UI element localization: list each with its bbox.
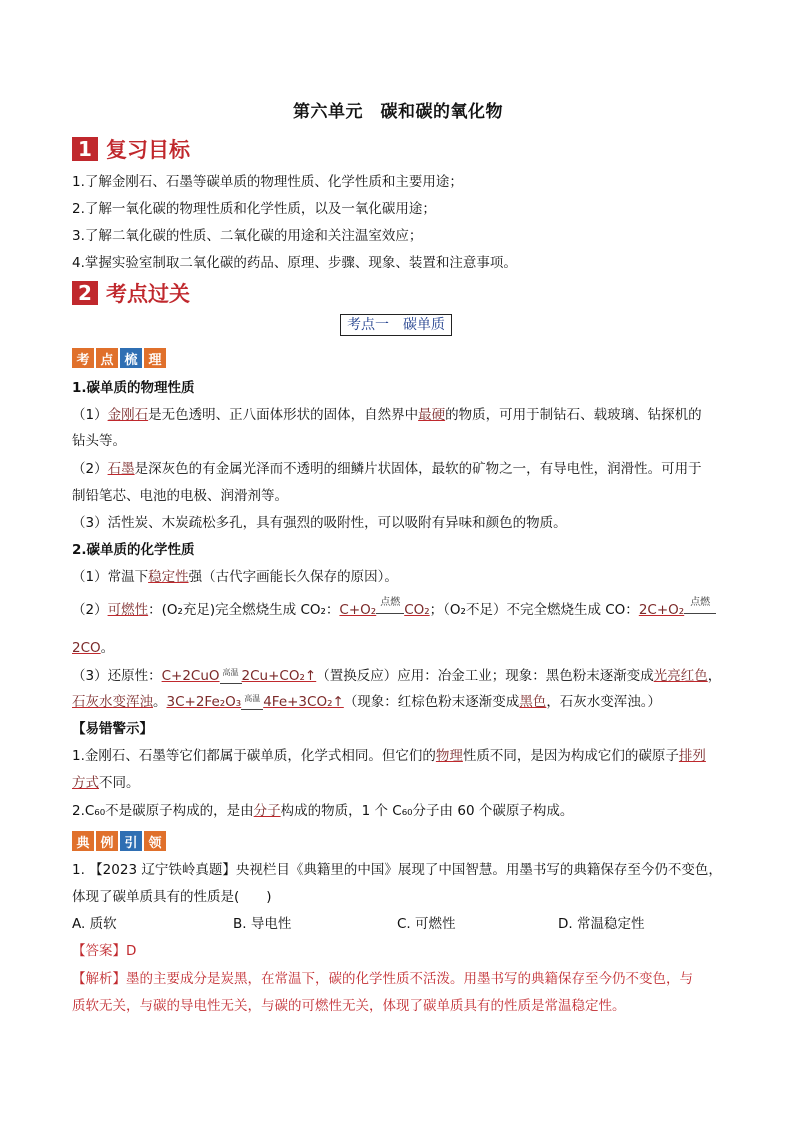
blank-answer: 方式 [72, 775, 99, 791]
equation-reactant: 3C+2Fe₂O₃ [166, 694, 242, 710]
option-c: C. 可燃性 [397, 916, 456, 932]
blank-answer: 排列 [678, 748, 706, 764]
text: （现象：红棕色粉末逐渐变成 [343, 694, 520, 710]
reaction-condition: 点燃 [684, 593, 716, 614]
reaction-condition: 点燃 [376, 593, 404, 614]
text: 强（古代字画能长久保存的原因）。 [188, 569, 398, 585]
text: ， [707, 668, 722, 684]
tag-char: 梳 [120, 348, 142, 368]
chemical-line-2b [72, 638, 724, 658]
text: 。 [100, 640, 115, 656]
objective-3: 3.了解二氧化碳的性质、二氧化碳的用途和关注温室效应； [72, 228, 423, 244]
text: （1） [72, 407, 108, 423]
text: 不同。 [99, 775, 140, 791]
physical-line-1b: 钻头等。 [72, 433, 126, 449]
warning-line-2 [72, 801, 724, 821]
equation-product: CO₂ [404, 602, 430, 618]
chemical-line-3 [72, 666, 724, 689]
blank-answer: 黑色 [519, 694, 547, 710]
tag-key-points [72, 348, 166, 368]
question-line-1: 1. 【2023 辽宁铁岭真题】央视栏目《典籍里的中国》展现了中国智慧。用墨书写的典籍保存至今仍不变色， [72, 862, 722, 878]
section-header-key-points [72, 280, 190, 306]
text: ，石灰水变浑浊。） [546, 694, 662, 710]
physical-line-2 [72, 459, 724, 479]
blank-answer: 物理 [435, 748, 463, 764]
topic-box-title: 考点一 碳单质 [340, 314, 452, 336]
tag-char: 例 [96, 831, 118, 851]
text: 构成的物质，1 个 C₆₀分子由 60 个碳原子构成。 [280, 803, 574, 819]
reaction-condition: 高温 [241, 689, 263, 710]
text: （置换反应）应用：冶金工业；现象：黑色粉末逐渐变成 [316, 668, 654, 684]
text: 性质不同，是因为构成它们的碳原子 [462, 748, 679, 764]
heading-chemical-properties: 2.碳单质的化学性质 [72, 542, 195, 558]
analysis-line-1: 【解析】墨的主要成分是炭黑，在常温下，碳的化学性质不活泼。用墨书写的典籍保存至今仍不变色，与 [72, 971, 693, 987]
warning-line-1b [72, 773, 724, 793]
tag-char: 点 [96, 348, 118, 368]
objective-4: 4.掌握实验室制取二氧化碳的药品、原理、步骤、现象、装置和注意事项。 [72, 255, 517, 271]
text: 的物质，可用于制钻石、载玻璃、钻探机的 [445, 407, 702, 423]
text: 2.C₆₀不是碳原子构成的，是由 [72, 803, 254, 819]
section-title: 复习目标 [106, 138, 190, 162]
blank-answer: 金刚石 [107, 407, 149, 423]
heading-physical-properties: 1.碳单质的物理性质 [72, 380, 195, 396]
text: （1）常温下 [72, 569, 149, 585]
blank-answer: 石灰水变浑浊 [72, 694, 153, 710]
tag-char: 理 [144, 348, 166, 368]
section-title: 考点过关 [106, 282, 190, 306]
equation-reactant: C+2CuO [161, 668, 220, 684]
tag-char: 考 [72, 348, 94, 368]
text: （3）还原性： [72, 668, 162, 684]
physical-line-2b: 制铅笔芯、电池的电极、润滑剂等。 [72, 488, 288, 504]
option-b: B. 导电性 [233, 916, 292, 932]
question-line-2: 体现了碳单质具有的性质是( ) [72, 889, 272, 905]
tag-char: 领 [144, 831, 166, 851]
analysis-line-2: 质软无关，与碳的导电性无关，与碳的可燃性无关，体现了碳单质具有的性质是常温稳定性。 [72, 998, 626, 1014]
chemical-line-1 [72, 567, 724, 587]
text: ：(O₂充足)完全燃烧生成 CO₂： [148, 602, 340, 618]
equation-product: 2CO [72, 640, 101, 656]
text: ；（O₂不足）不完全燃烧生成 CO： [429, 602, 639, 618]
objective-2: 2.了解一氧化碳的物理性质和化学性质，以及一氧化碳用途； [72, 201, 436, 217]
objective-1: 1.了解金刚石、石墨等碳单质的物理性质、化学性质和主要用途； [72, 174, 463, 190]
physical-line-3: （3）活性炭、木炭疏松多孔，具有强烈的吸附性，可以吸附有异味和颜色的物质。 [72, 515, 567, 531]
blank-answer: 分子 [253, 803, 281, 819]
text: （2） [72, 461, 108, 477]
heading-common-mistakes: 【易错警示】 [72, 721, 153, 737]
chemical-line-3b [72, 692, 724, 715]
blank-answer: 光亮红色 [653, 668, 708, 684]
equation-reactant: C+O₂ [339, 602, 377, 618]
text: 1.金刚石、石墨等它们都属于碳单质，化学式相同。但它们的 [72, 748, 436, 764]
blank-answer: 石墨 [107, 461, 135, 477]
blank-answer: 稳定性 [148, 569, 189, 585]
blank-answer: 最硬 [418, 407, 446, 423]
section-number: 2 [72, 281, 98, 305]
option-a: A. 质软 [72, 916, 117, 932]
section-number: 1 [72, 137, 98, 161]
chemical-line-2 [72, 597, 724, 623]
equation-product: 2Cu+CO₂↑ [241, 668, 317, 684]
answer: 【答案】D [72, 943, 137, 959]
tag-char: 引 [120, 831, 142, 851]
warning-line-1 [72, 746, 724, 766]
text: 是深灰色的有金属光泽而不透明的细鳞片状固体，最软的矿物之一，有导电性，润滑性。可用于 [134, 461, 702, 477]
blank-answer: 可燃性 [107, 602, 149, 618]
text: 是无色透明、正八面体形状的固体，自然界中 [148, 407, 419, 423]
option-d: D. 常温稳定性 [558, 916, 645, 932]
text: （2） [72, 602, 108, 618]
equation-product: 4Fe+3CO₂↑ [263, 694, 344, 710]
tag-typical-examples [72, 831, 166, 851]
equation-reactant: 2C+O₂ [638, 602, 685, 618]
tag-char: 典 [72, 831, 94, 851]
section-header-review-goals [72, 136, 190, 162]
reaction-condition: 高温 [220, 663, 242, 684]
physical-line-1 [72, 405, 724, 425]
page-title: 第六单元 碳和碳的氧化物 [293, 102, 503, 122]
text: 。 [153, 694, 167, 710]
